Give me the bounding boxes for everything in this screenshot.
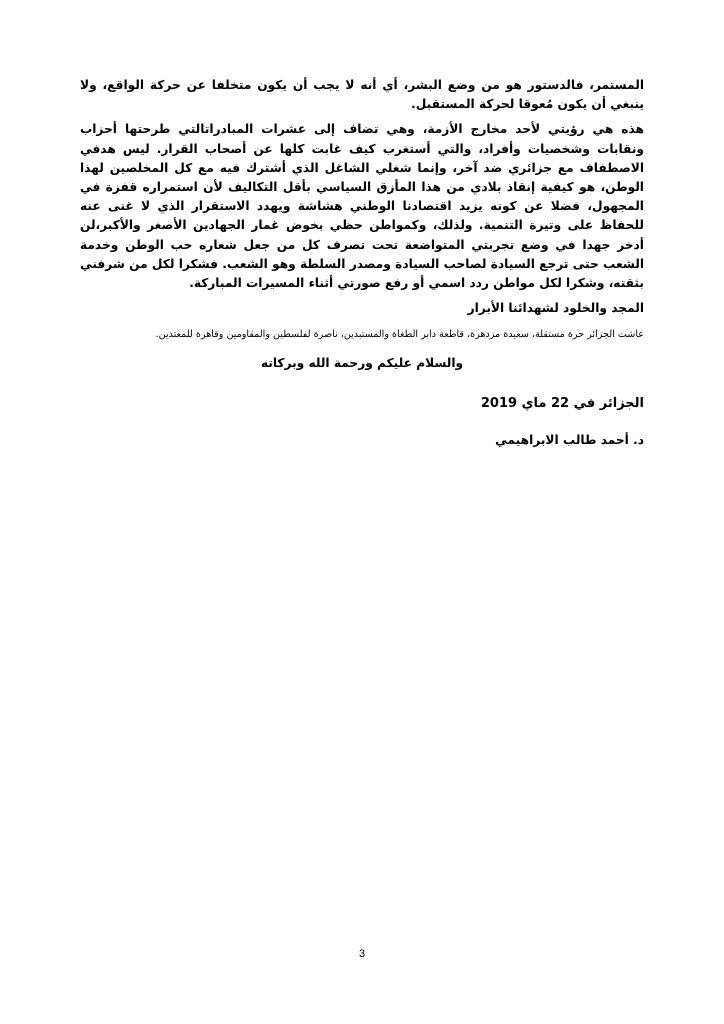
page-number: 3 bbox=[358, 948, 366, 960]
paragraph-glory-martyrs: المجد والخلود لشهدائنا الأبرار bbox=[467, 301, 644, 316]
document-date: الجزائر في 22 ماي 2019 bbox=[480, 395, 644, 411]
paragraph-constitution: المستمر، فالدستور هو من وضع البشر، أي أنه لا يجب أن يكون متخلفا عن حركة الواقع، ولا ينبغي أن يكون مُعوقا لحركة المستقبل. bbox=[80, 78, 644, 112]
paragraph-long-live-algeria: عاشت الجزائر حرة مستقلة، سعيدة مزدهرة، قاطعة دابر الطغاة والمستبدين، ناصرة لفلسطين والمقاومين وقاهرة للمعتدين. bbox=[155, 329, 644, 341]
paragraph-vision: هذه هي رؤيتي لأحد مخارج الأزمة، وهي تضاف إلى عشرات المبادراتالتي طرحتها أحزاب ونقابات وشخصيات وأفراد، والتي أستغرب كيف غابت كلها عن أصحاب القرار. ليس هدفي الاصطفاف مع جزائري ضد آخر، وإنما شغلي الشاغل الذي أشترك فيه مع كل المخلصين لهذا الوطن، هو كيفية إنقاذ بلادي من هذا المأزق السياسي بأقل التكاليف لأن استمراره قفزة في المجهول، فضلا عن كونه يزيد اقتصادنا الوطني هشاشة ويهدد الاستقرار الذي لا غنى عنه للحفاظ على وتيرة التنمية. ولذلك، وكمواطن حظي بخوض غمار الجهادين الأصغر والأكبر،لن أدخر جهدا في وضع تجربتي المتواضعة تحت تصرف كل من جعل شعاره حب الوطن وخدمة الشعب حتى ترجع السيادة لصاحب السيادة ومصدر السلطة وهو الشعب. فشكرا لكل من شرفني بثقته، وشكرا لكل مواطن ردد اسمي أو رفع صورتي أثناء المسيرات المباركة. bbox=[80, 122, 644, 291]
document-body bbox=[80, 76, 644, 450]
paragraph-salutation: والسلام عليكم ورحمة الله وبركاته bbox=[260, 356, 464, 371]
document-signature: د. أحمد طالب الابراهيمي bbox=[495, 432, 644, 447]
